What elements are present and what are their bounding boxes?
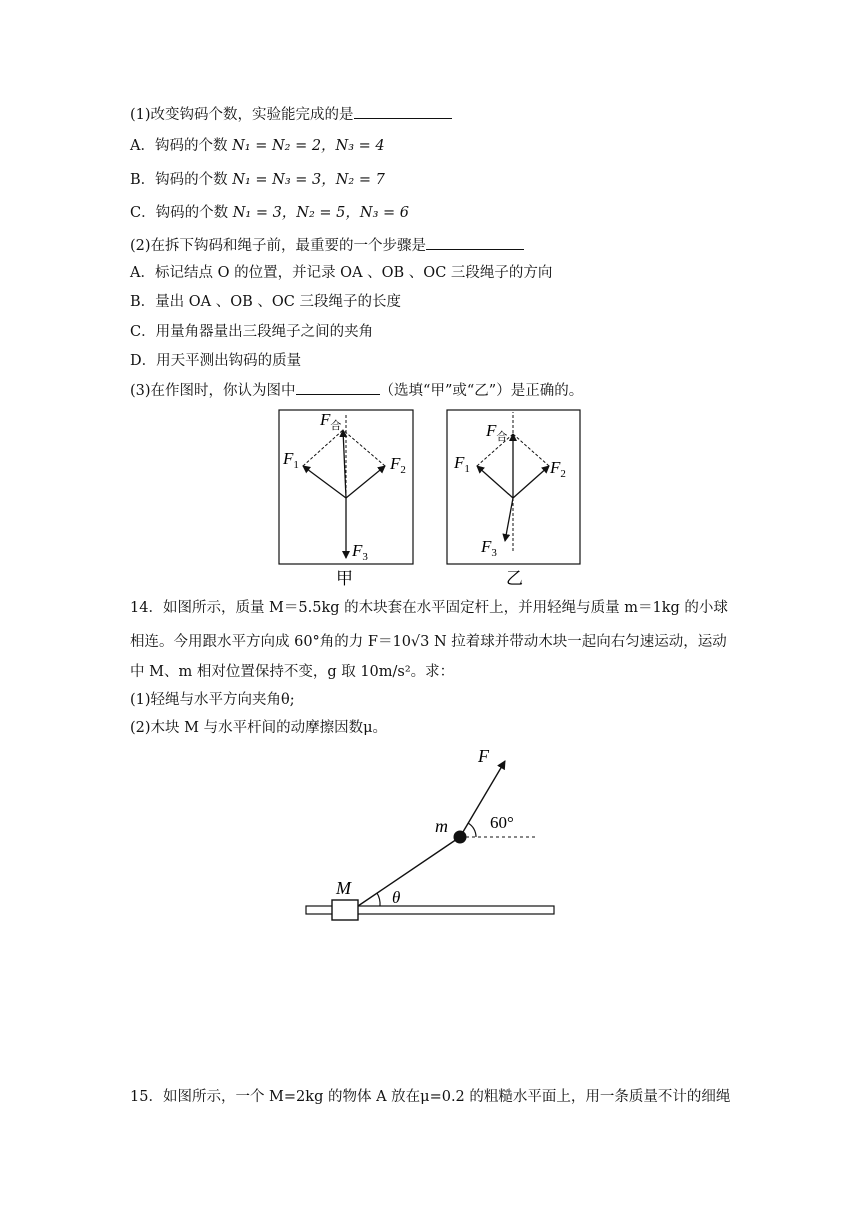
label-f3: $F_3$ <box>481 537 497 559</box>
q13-part1-stem: (1)改变钩码个数，实验能完成的是 <box>130 104 452 125</box>
label-M: M <box>336 878 351 898</box>
label-f3: $F_3$ <box>352 541 368 563</box>
q13-option-a: A．钩码的个数 N₁ = N₂ = 2，N₃ = 4 <box>130 138 385 154</box>
f1-arrow <box>477 466 513 498</box>
angle-arc-60 <box>468 823 476 837</box>
answer-blank[interactable] <box>296 380 380 395</box>
rope <box>358 837 460 906</box>
diagram-jia <box>279 410 413 588</box>
q14-line2: 相连。今用跟水平方向成 60°角的力 F＝10√3 N 拉着球并带动木块一起向右匀速运动，运动 <box>130 634 727 650</box>
caption-yi: 乙 <box>506 569 523 588</box>
label-f-he: $F_合$ <box>320 410 342 432</box>
label-m: m <box>435 816 448 836</box>
label-f2: $F_2$ <box>550 458 566 480</box>
parallelogram-dash <box>513 434 549 466</box>
f3-arrow <box>505 498 513 541</box>
caption-jia: 甲 <box>336 569 353 588</box>
angle-arc-theta <box>377 893 380 906</box>
answer-blank[interactable] <box>426 235 524 250</box>
q13-part2-option-d: D．用天平测出钩码的质量 <box>130 353 302 369</box>
q14-sub1: (1)轻绳与水平方向夹角θ; <box>130 692 295 708</box>
q14-line1: 14．如图所示，质量 M＝5.5kg 的木块套在水平固定杆上，并用轻绳与质量 m＝1kg 的小球 <box>130 600 728 616</box>
f2-arrow <box>513 466 549 498</box>
parallelogram-dash <box>343 430 385 466</box>
parallelogram-dash <box>303 430 343 466</box>
q13-option-b: B．钩码的个数 N₁ = N₃ = 3，N₂ = 7 <box>130 172 385 188</box>
label-f1: $F_1$ <box>283 449 299 471</box>
q13-part2-stem: (2)在拆下钩码和绳子前，最重要的一个步骤是 <box>130 235 524 256</box>
answer-blank[interactable] <box>354 104 452 119</box>
force-diagram-figure <box>270 404 590 590</box>
rod-block-ball-figure <box>300 740 560 930</box>
label-f2: $F_2$ <box>390 454 406 476</box>
label-theta: θ <box>392 888 401 907</box>
label-60deg: 60° <box>490 813 514 832</box>
diagram-yi <box>447 410 580 588</box>
f1-arrow <box>303 466 346 498</box>
label-f-he: $F_合$ <box>486 421 508 443</box>
block-M <box>332 900 358 920</box>
q15-line1: 15．如图所示，一个 M=2kg 的物体 A 放在μ=0.2 的粗糙水平面上，用一条质量不计的细绳 <box>130 1089 731 1105</box>
q13-part2-option-b: B．量出 OA 、OB 、OC 三段绳子的长度 <box>130 294 401 310</box>
q13-part2-option-c: C．用量角器量出三段绳子之间的夹角 <box>130 324 374 340</box>
label-F: F <box>478 746 489 766</box>
q13-part2-option-a: A．标记结点 O 的位置，并记录 OA 、OB 、OC 三段绳子的方向 <box>130 265 553 281</box>
q14-sub2: (2)木块 M 与水平杆间的动摩擦因数μ。 <box>130 720 388 736</box>
label-f1: $F_1$ <box>454 453 470 475</box>
q13-part3-stem: (3)在作图时，你认为图中 （选填“甲”或“乙”）是正确的。 <box>130 380 583 401</box>
f2-arrow <box>346 466 385 498</box>
ball-m <box>454 831 467 844</box>
q13-option-c: C．钩码的个数 N₁ = 3，N₂ = 5，N₃ = 6 <box>130 205 409 221</box>
q14-line3: 中 M、m 相对位置保持不变，g 取 10m/s²。求： <box>130 664 455 680</box>
